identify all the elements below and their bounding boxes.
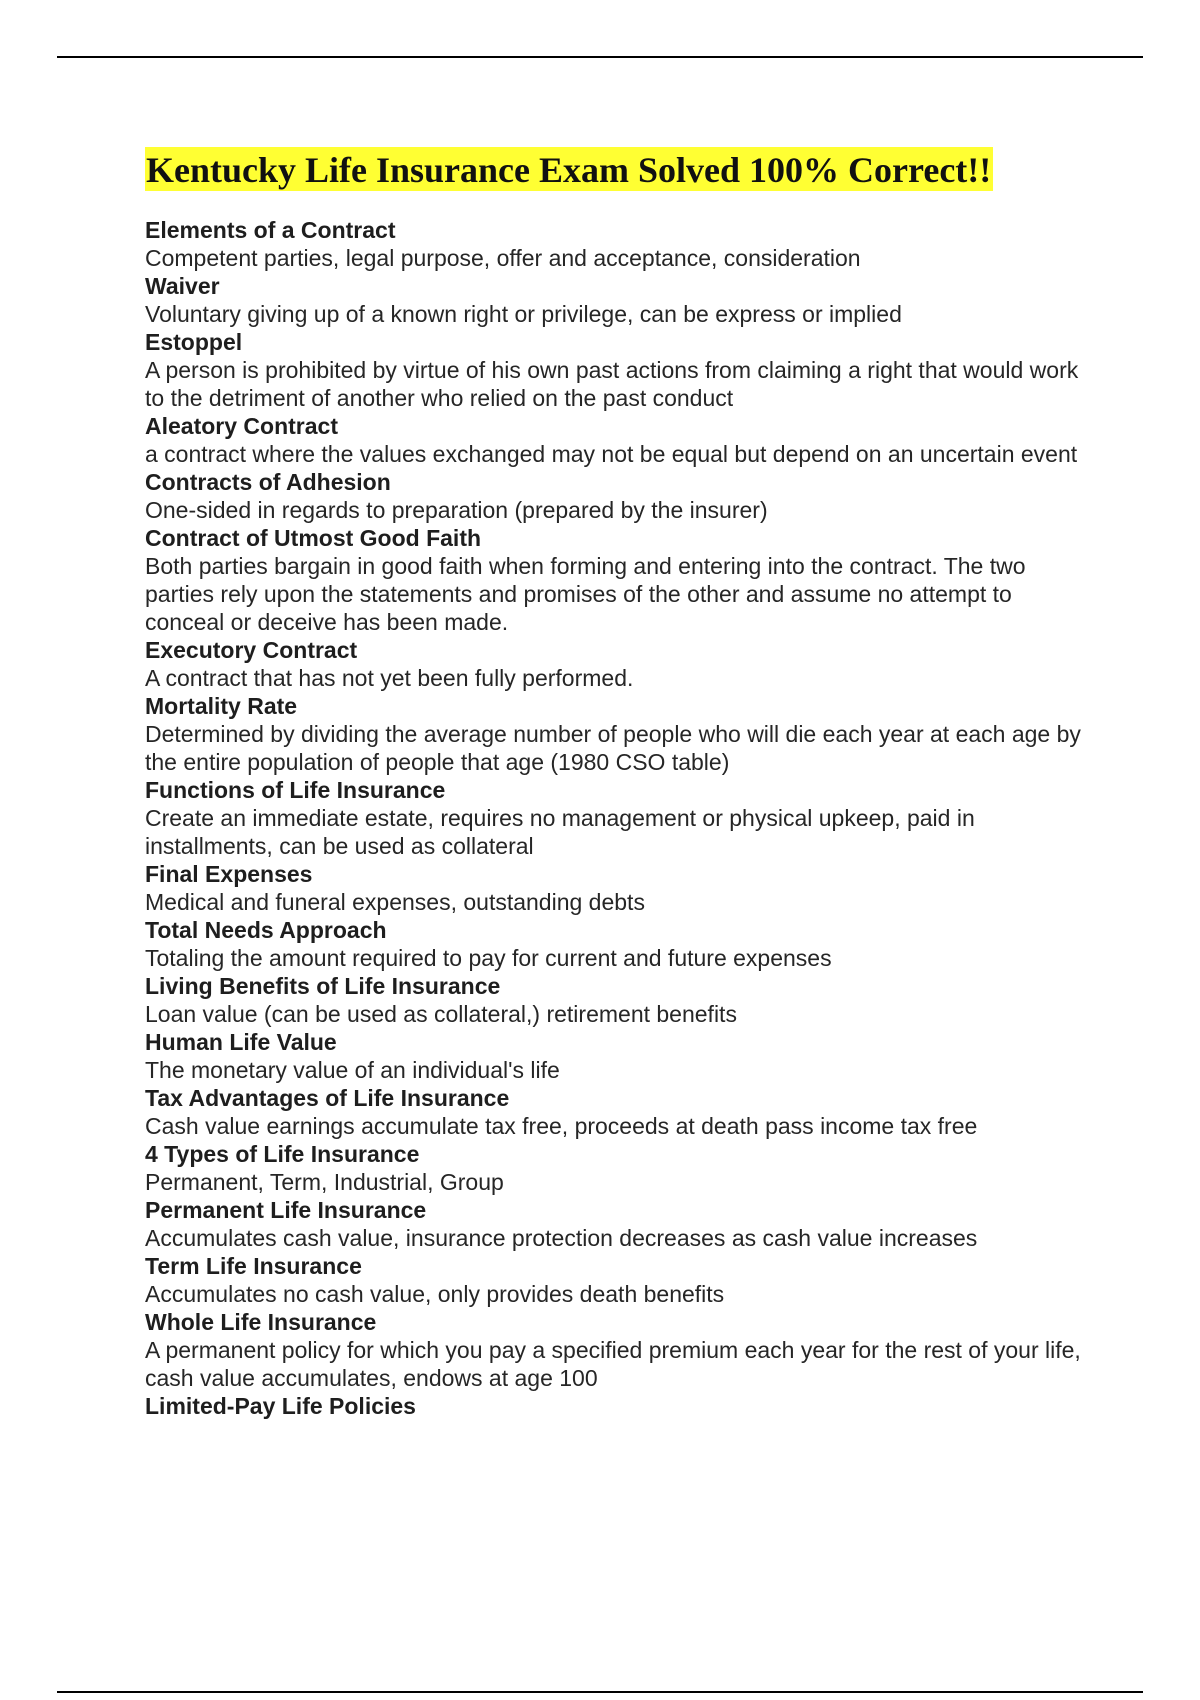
term-heading: Total Needs Approach [145,917,387,943]
term-definition: A person is prohibited by virtue of his own past actions from claiming a right that would work to the detriment of another who relied on the past conduct [145,357,1079,411]
page-title [145,147,993,191]
term-heading: Whole Life Insurance [145,1309,377,1335]
bottom-rule [57,1691,1143,1693]
term-heading: Functions of Life Insurance [145,777,446,803]
term-definition: Both parties bargain in good faith when forming and entering into the contract. The two parties rely upon the statements and promises of the other and assume no attempt to conceal or deceive has been made. [145,553,1026,635]
term-definition: One-sided in regards to preparation (prepared by the insurer) [145,497,768,523]
term-definition: Loan value (can be used as collateral,) retirement benefits [145,1001,737,1027]
term-heading: Aleatory Contract [145,413,338,439]
term-heading: Elements of a Contract [145,217,396,243]
highlighted-title: Kentucky Life Insurance Exam Solved 100% Correct!! [145,147,993,191]
term-heading: 4 Types of Life Insurance [145,1141,420,1167]
term-definition: Accumulates cash value, insurance protection decreases as cash value increases [145,1225,978,1251]
term-definition: Totaling the amount required to pay for current and future expenses [145,945,832,971]
term-heading: Human Life Value [145,1029,337,1055]
term-definition: a contract where the values exchanged may not be equal but depend on an uncertain event [145,441,1078,467]
term-heading: Contract of Utmost Good Faith [145,525,482,551]
term-heading: Tax Advantages of Life Insurance [145,1085,510,1111]
term-definition: Cash value earnings accumulate tax free, proceeds at death pass income tax free [145,1113,978,1139]
qa-list [145,216,1090,1420]
term-definition: A contract that has not yet been fully performed. [145,665,634,691]
term-definition: Competent parties, legal purpose, offer and acceptance, consideration [145,245,861,271]
term-definition: Medical and funeral expenses, outstanding debts [145,889,645,915]
term-definition: Determined by dividing the average number of people who will die each year at each age by the entire population of people that age (1980 CSO table) [145,721,1081,775]
term-heading: Waiver [145,273,220,299]
term-heading: Mortality Rate [145,693,298,719]
term-definition: Accumulates no cash value, only provides death benefits [145,1281,725,1307]
term-heading: Estoppel [145,329,243,355]
term-definition: Create an immediate estate, requires no management or physical upkeep, paid in installments, can be used as collateral [145,805,975,859]
term-heading: Limited-Pay Life Policies [145,1393,416,1419]
term-definition: The monetary value of an individual's life [145,1057,560,1083]
term-heading: Executory Contract [145,637,358,663]
term-definition: A permanent policy for which you pay a specified premium each year for the rest of your life, cash value accumulates, endows at age 100 [145,1337,1081,1391]
term-heading: Term Life Insurance [145,1253,362,1279]
term-heading: Living Benefits of Life Insurance [145,973,501,999]
term-definition: Permanent, Term, Industrial, Group [145,1169,504,1195]
term-heading: Permanent Life Insurance [145,1197,427,1223]
top-rule [57,56,1143,58]
term-definition: Voluntary giving up of a known right or privilege, can be express or implied [145,301,902,327]
term-heading: Final Expenses [145,861,313,887]
term-heading: Contracts of Adhesion [145,469,391,495]
